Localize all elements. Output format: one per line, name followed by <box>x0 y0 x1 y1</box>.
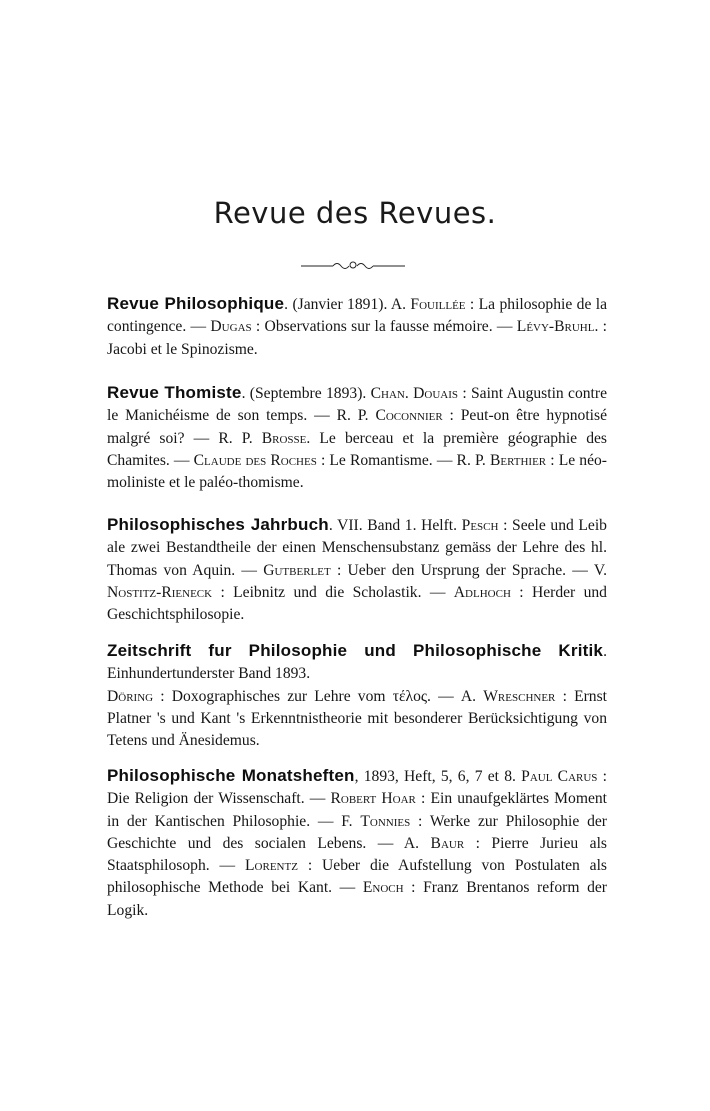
author-name: Wreschner <box>483 687 556 705</box>
text-segment: : La philosophie de la contingence. — <box>107 296 608 336</box>
text-segment: : Die Religion der Wissenschaft. — <box>107 768 608 808</box>
text-segment: , 1893, Heft, 5, 6, 7 et 8. <box>354 768 522 785</box>
text-segment: . VII. Band 1. Helft. <box>328 517 462 534</box>
text-segment: : Franz Brentanos reform der Logik. <box>107 879 607 919</box>
author-name: Pesch <box>461 517 499 534</box>
entry-text <box>107 768 607 919</box>
journal-title: Philosophisches Jahrbuch <box>107 515 329 534</box>
author-name: Coconnier <box>375 407 443 425</box>
text-segment: : Le Romantisme. — R. P. <box>316 451 490 469</box>
journal-title: Zeitschrift fur Philosophie und Philosophische Kritik <box>107 641 604 660</box>
author-name: Brosse <box>261 429 307 447</box>
review-entry <box>107 293 607 361</box>
entry-heading <box>107 640 607 686</box>
text-segment: : Doxographisches zur Lehre vom τέλος. — A. <box>153 687 484 705</box>
journal-title: Revue Philosophique <box>107 294 285 313</box>
author-name: Nostitz-Rieneck <box>107 583 213 601</box>
journal-subtitle: . Einhundertunderster Band 1893. <box>107 643 607 683</box>
author-name: Döring <box>107 687 154 705</box>
text-segment: : Herder und Geschichtsphilosopie. <box>107 583 607 624</box>
entry-paragraph <box>107 686 607 753</box>
journal-title: Revue Thomiste <box>107 383 242 402</box>
entry-text <box>107 688 607 750</box>
text-segment: : Ein unaufgeklärtes Moment in der Kantischen Philosophie. — F. <box>107 790 607 830</box>
text-segment: : Werke zur Philosophie der Geschichte und des socialen Lebens. — A. <box>107 812 607 852</box>
text-segment: : Pierre Jurieu als Staatsphilosoph. — <box>107 834 607 875</box>
author-name: Chan. Douais <box>370 385 458 402</box>
text-segment: . (Septembre 1893). <box>241 385 371 402</box>
author-name: Lorentz <box>245 857 298 875</box>
author-name: Gutberlet <box>263 561 331 579</box>
text-segment: : Saint Augustin contre le Manichéisme de son temps. — R. P. <box>107 385 608 425</box>
text-segment: : Jacobi et le Spinozisme. <box>107 318 607 358</box>
text-segment: : Peut-on être hypnotisé malgré soi? — R. P. <box>107 407 607 447</box>
author-name: Dugas <box>210 318 252 336</box>
text-segment: : Ueber die Aufstellung von Postulaten als philosophische Methode bei Kant. — <box>107 857 607 897</box>
entry-paragraph <box>107 765 607 922</box>
text-segment: : Ueber den Ursprung der Sprache. — V. <box>330 561 607 579</box>
author-name: Adlhoch <box>453 583 511 601</box>
review-entry <box>107 765 607 922</box>
author-name: Tonnies <box>360 812 411 830</box>
author-name: Enoch <box>362 879 404 897</box>
author-name: Berthier <box>489 451 547 469</box>
author-name: Lévy-Bruhl. <box>516 318 599 336</box>
journal-title: Philosophische Monatsheften <box>107 766 355 785</box>
decorative-rule-icon <box>295 258 411 272</box>
entry-paragraph <box>107 293 607 361</box>
author-name: Claude des Roches <box>193 451 317 469</box>
author-name: Robert Hoar <box>330 790 416 808</box>
entry-paragraph <box>107 514 607 626</box>
review-entry <box>107 640 607 752</box>
text-segment: : Ernst Platner 's und Kant 's Erkenntnistheorie mit besonderer Berücksichtigung von Tetens und Änesidemus. <box>107 687 607 750</box>
review-entry <box>107 382 607 494</box>
review-entry <box>107 514 607 626</box>
page-title: Revue des Revues. <box>213 196 497 230</box>
author-name: Paul Carus <box>521 768 598 785</box>
entry-paragraph <box>107 382 607 494</box>
text-segment: : Seele und Leib ale zwei Bestandtheile der einen Menschensubstanz gemäss der Lehre des hl. Thomas von Aquin. — <box>107 517 607 579</box>
text-segment: : Leibnitz und die Scholastik. — <box>212 583 454 601</box>
text-segment: : Observations sur la fausse mémoire. — <box>251 318 517 336</box>
text-segment: . (Janvier 1891). A. <box>284 296 411 313</box>
text-segment: . Le berceau et la première géographie des Chamites. — <box>107 429 607 469</box>
author-name: Fouillée <box>410 296 466 313</box>
text-segment: : Le néo-moliniste et le paléo-thomisme. <box>107 451 608 492</box>
author-name: Baur <box>430 834 465 852</box>
